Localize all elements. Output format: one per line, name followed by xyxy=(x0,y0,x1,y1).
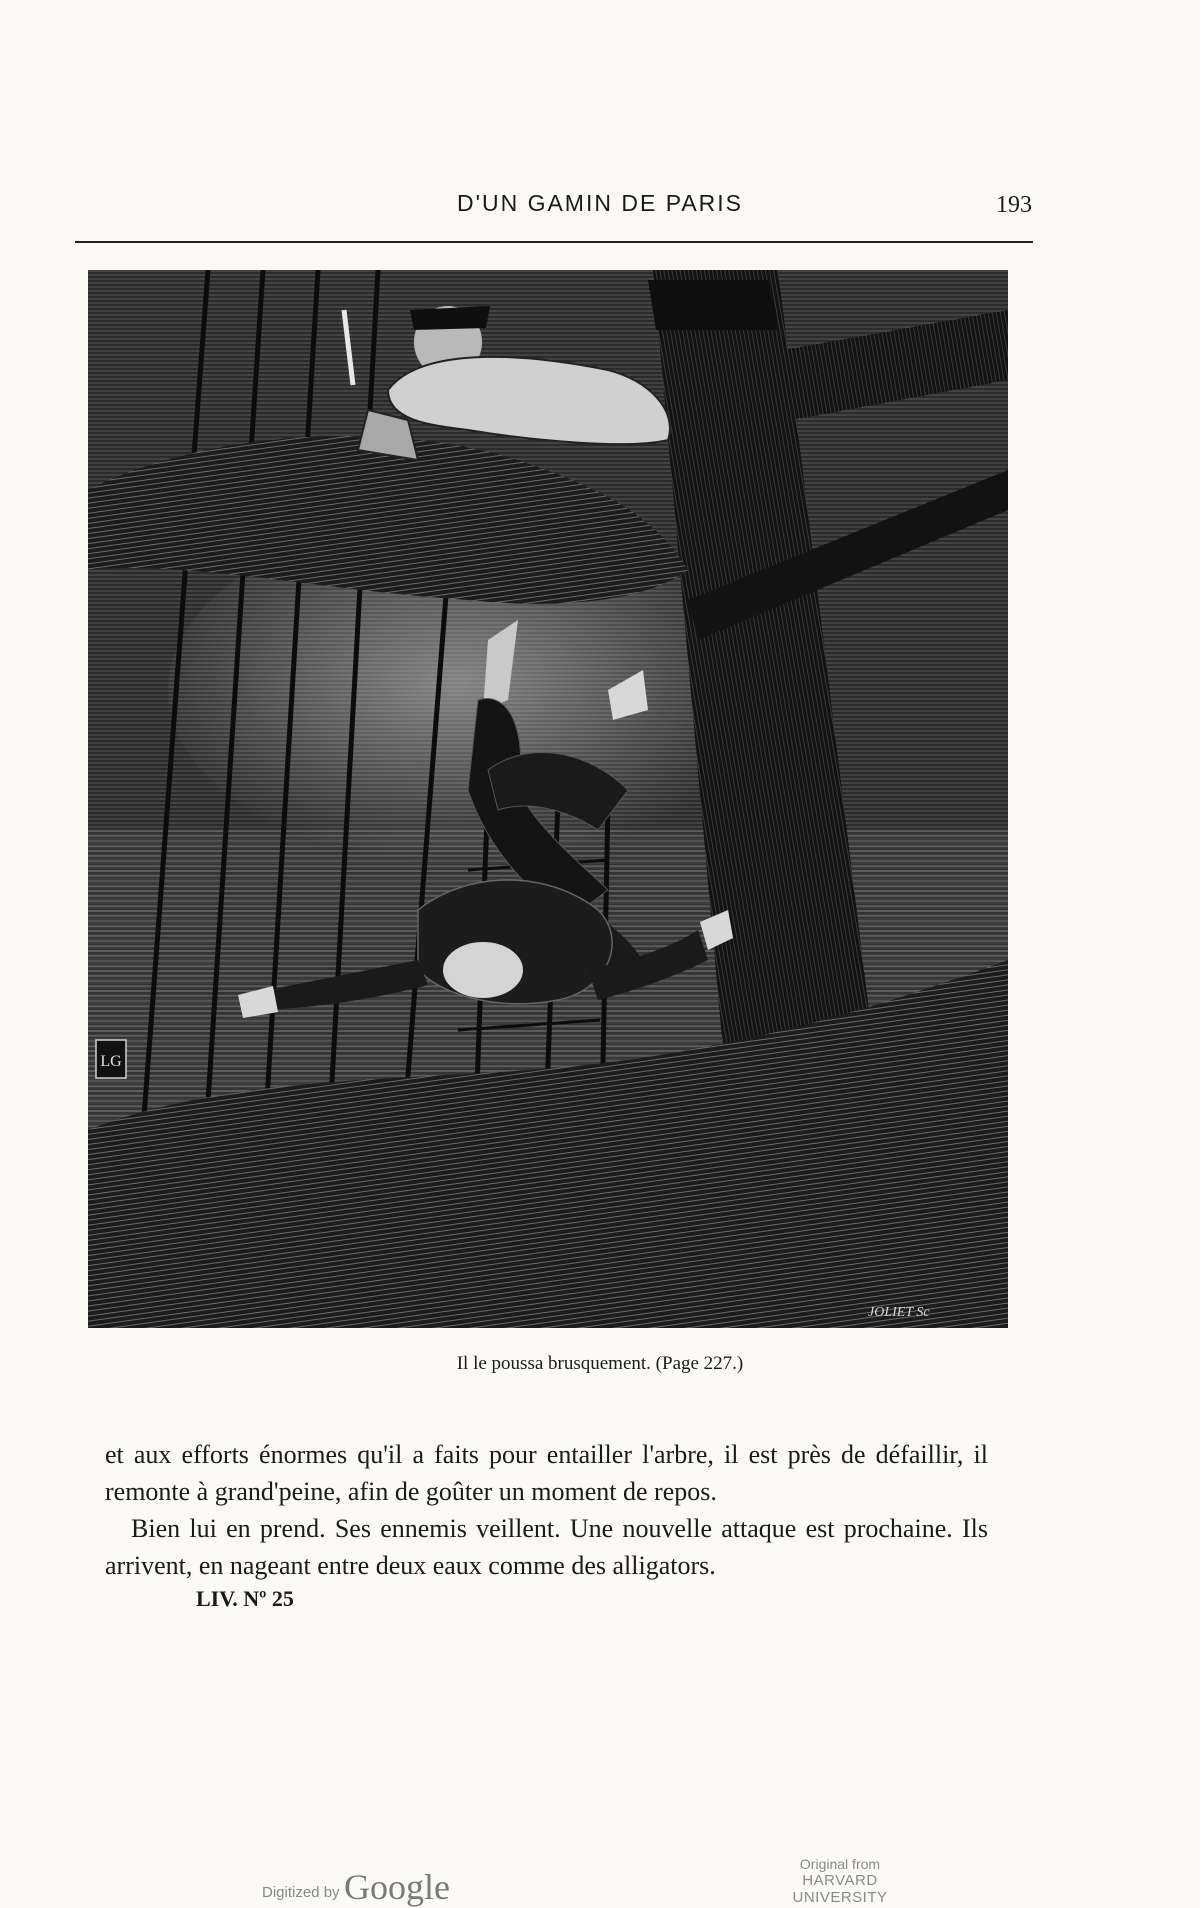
engraving-illustration xyxy=(88,270,1008,1328)
digitized-by-label: Digitized by xyxy=(262,1884,340,1901)
illustration-caption: Il le poussa brusquement. (Page 227.) xyxy=(456,1353,744,1374)
running-title: D'UN GAMIN DE PARIS xyxy=(456,190,744,216)
engraving-svg xyxy=(88,270,1008,1328)
page-number: 193 xyxy=(996,192,1032,218)
original-from-label: Original from xyxy=(799,1856,881,1872)
running-head xyxy=(0,190,1200,230)
monogram-text: LG xyxy=(100,1053,122,1070)
body-text xyxy=(105,1436,988,1584)
signature-mark: LIV. Nº 25 xyxy=(196,1586,294,1611)
mast-cap xyxy=(648,280,778,330)
engraver-signature: JOLIET Sc xyxy=(868,1305,930,1320)
original-from-block xyxy=(755,1856,925,1906)
paragraph-1: et aux efforts énormes qu'il a faits pour entailler l'arbre, il est près de défaillir, il remonte à grand'peine, afin de goûter un moment de repos. xyxy=(105,1440,988,1506)
google-logo: Google xyxy=(344,1867,450,1907)
header-rule xyxy=(75,241,1033,243)
paragraph-2: Bien lui en prend. Ses ennemis veillent. Une nouvelle attaque est prochaine. Ils arrivent, en nageant entre deux eaux comme des alligators. xyxy=(105,1514,988,1580)
institution-label: HARVARD UNIVERSITY xyxy=(792,1872,888,1906)
